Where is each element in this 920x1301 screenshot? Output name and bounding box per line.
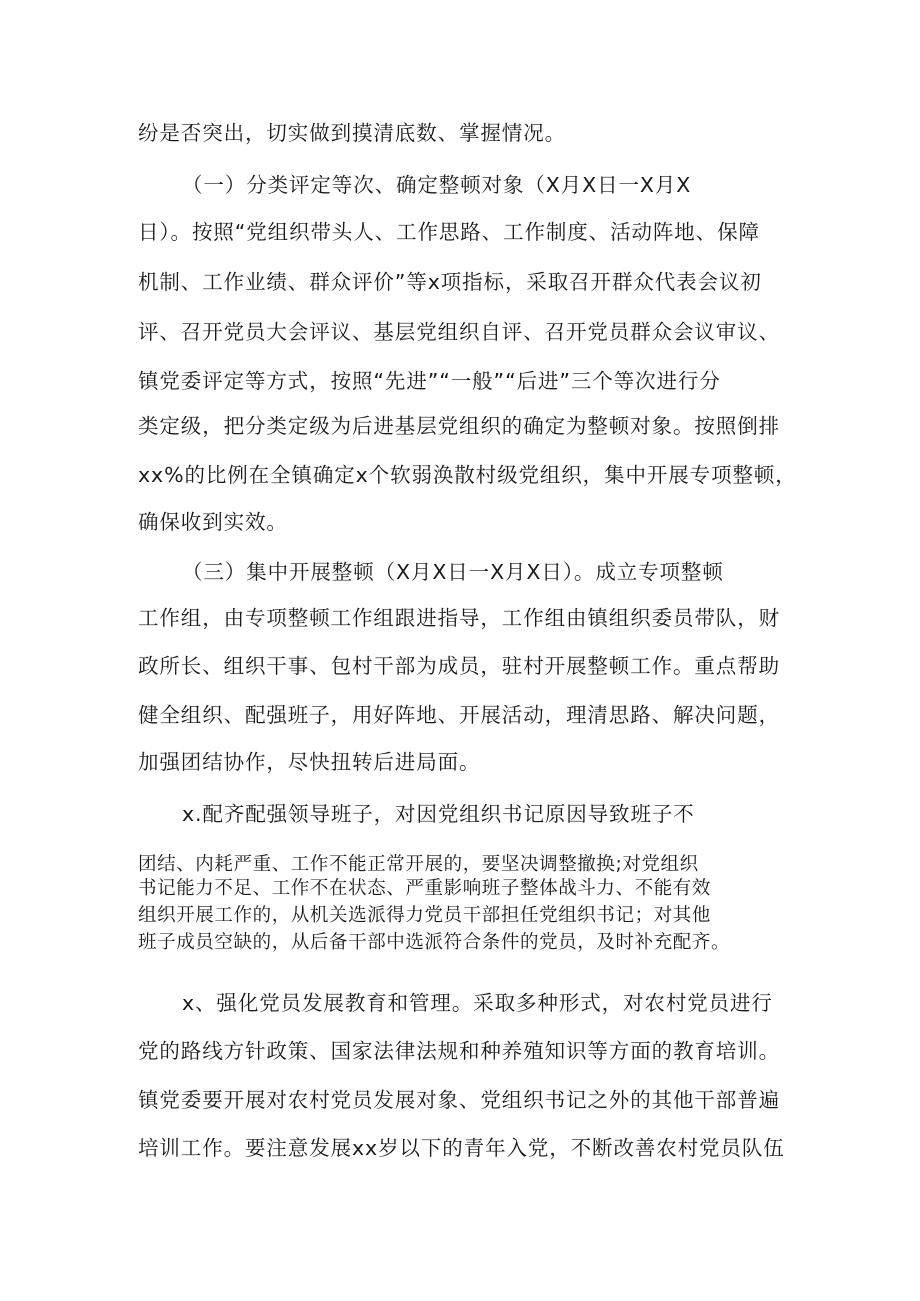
text-line: 健全组织、配强班子，用好阵地、开展活动，理清思路、解决问题，	[138, 703, 780, 727]
text-line: 加强团结协作，尽快扭转后进局面。	[138, 750, 481, 774]
text-line: 类定级，把分类定级为后进基层党组织的确定为整顿对象。按照倒排	[138, 414, 780, 438]
subsection-item: x.配齐配强领导班子，对因党组织书记原因导致班子不	[182, 802, 695, 826]
text-line: 培训工作。要注意发展xx岁以下的青年入党，不断改善农村党员队伍	[138, 1136, 785, 1160]
text-line: 纷是否突出，切实做到摸清底数、掌握情况。	[138, 121, 566, 145]
text-line: 党的路线方针政策、国家法律法规和种养殖知识等方面的教育培训。	[138, 1039, 780, 1063]
text-line: 日）。按照“党组织带头人、工作思路、工作制度、活动阵地、保障	[138, 220, 760, 244]
subsection-item: x、强化党员发展教育和管理。采取多种形式，对农村党员进行	[182, 991, 773, 1015]
text-line: 工作组，由专项整顿工作组跟进指导，工作组由镇组织委员带队，财	[138, 606, 780, 630]
text-line: 政所长、组织干事、包村干部为成员，驻村开展整顿工作。重点帮助	[138, 654, 780, 678]
text-line: 团结、内耗严重、工作不能正常开展的，要坚决调整撤换;对党组织	[138, 854, 699, 875]
text-line: 机制、工作业绩、群众评价”等x项指标，采取召开群众代表会议初	[138, 270, 762, 294]
text-line: 书记能力不足、工作不在状态、严重影响班子整体战斗力、不能有效	[138, 878, 712, 899]
text-line: 镇党委评定等方式，按照“先进”“一般”“后进”三个等次进行分	[138, 369, 721, 393]
text-line: 确保收到实效。	[138, 510, 288, 534]
text-line: 镇党委要开展对农村党员发展对象、党组织书记之外的其他干部普遍	[138, 1088, 780, 1112]
text-line: 评、召开党员大会评议、基层党组织自评、召开党员群众会议审议、	[138, 320, 780, 344]
text-line: 组织开展工作的，从机关选派得力党员干部担任党组织书记；对其他	[138, 905, 712, 926]
text-line: xx%的比例在全镇确定x个软弱涣散村级党组织，集中开展专项整顿，	[138, 463, 797, 487]
section-heading-1: （一）分类评定等次、确定整顿对象（X月X日一X月X	[182, 173, 692, 197]
section-heading-3: （三）集中开展整顿（X月X日一X月X日）。成立专项整顿	[182, 560, 724, 584]
text-line: 班子成员空缺的，从后备干部中选派符合条件的党员，及时补充配齐。	[138, 932, 731, 953]
